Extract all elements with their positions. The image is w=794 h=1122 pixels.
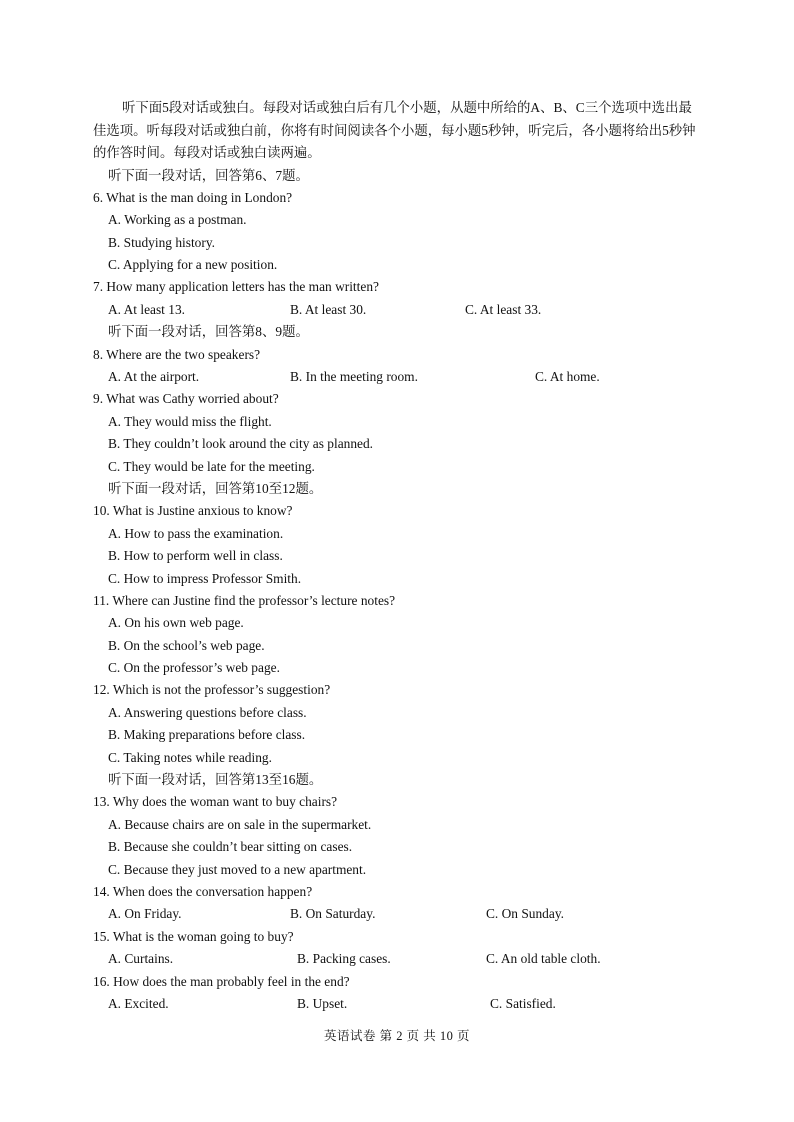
option-13a: A. Because chairs are on sale in the supermarket. [108, 816, 372, 832]
options-row-16 [93, 993, 705, 1015]
option-12a: A. Answering questions before class. [108, 704, 307, 720]
question-7: 7. How many application letters has the man written? [93, 279, 379, 295]
option-6b: B. Studying history. [108, 234, 216, 250]
question-9: 9. What was Cathy worried about? [93, 391, 279, 407]
option-13c: C. Because they just moved to a new apartment. [108, 861, 367, 877]
option-15c: C. An old table cloth. [486, 951, 601, 967]
option-8a: A. At the airport. [108, 369, 200, 385]
dialogue-instruction: 听下面一段对话，回答第10至12题。 [108, 480, 323, 496]
question-13: 13. Why does the woman want to buy chairs? [93, 794, 338, 810]
option-15a: A. Curtains. [108, 951, 174, 967]
options-row-15 [93, 948, 705, 970]
option-16a: A. Excited. [108, 995, 169, 1011]
options-row-8 [93, 366, 705, 388]
option-13b: B. Because she couldn’t bear sitting on cases. [108, 839, 353, 855]
question-6: 6. What is the man doing in London? [93, 189, 293, 205]
option-12c: C. Taking notes while reading. [108, 749, 272, 765]
dialogue-instruction: 听下面一段对话，回答第8、9题。 [108, 324, 309, 340]
option-9a: A. They would miss the flight. [108, 413, 272, 429]
option-8b: B. In the meeting room. [290, 369, 418, 385]
option-14b: B. On Saturday. [290, 906, 376, 922]
listening-section [93, 97, 705, 1015]
option-15b: B. Packing cases. [297, 951, 391, 967]
option-7b: B. At least 30. [290, 301, 367, 317]
question-15: 15. What is the woman going to buy? [93, 928, 294, 944]
question-14: 14. When does the conversation happen? [93, 884, 313, 899]
option-10b: B. How to perform well in class. [108, 548, 283, 564]
page-footer: 英语试卷 第 2 页 共 10 页 [323, 1029, 470, 1043]
question-8: 8. Where are the two speakers? [93, 346, 261, 362]
options-row-7 [93, 299, 705, 321]
dialogue-instruction: 听下面一段对话，回答第13至16题。 [108, 772, 323, 788]
question-11: 11. Where can Justine find the professor’s lecture notes? [93, 592, 396, 608]
option-14a: A. On Friday. [108, 906, 182, 922]
option-6c: C. Applying for a new position. [108, 257, 278, 273]
question-16: 16. How does the man probably feel in the end? [93, 973, 350, 989]
options-row-14 [93, 903, 705, 925]
option-7a: A. At least 13. [108, 301, 185, 317]
dialogue-instruction: 听下面一段对话，回答第6、7题。 [108, 167, 309, 183]
option-8c: C. At home. [535, 369, 600, 385]
option-11c: C. On the professor’s web page. [108, 660, 280, 676]
option-14c: C. On Sunday. [486, 906, 564, 922]
option-16b: B. Upset. [297, 995, 348, 1011]
option-16c: C. Satisfied. [490, 995, 556, 1011]
option-6a: A. Working as a postman. [108, 212, 247, 228]
option-12b: B. Making preparations before class. [108, 727, 306, 743]
option-9b: B. They couldn’t look around the city as planned. [108, 436, 374, 452]
option-7c: C. At least 33. [465, 301, 542, 317]
question-12: 12. Which is not the professor’s suggestion? [93, 682, 331, 698]
option-10c: C. How to impress Professor Smith. [108, 570, 302, 586]
option-10a: A. How to pass the examination. [108, 525, 284, 541]
section-directions: 听下面5段对话或独白。每段对话或独白后有几个小题，从题中所给的A、B、C三个选项中选出最佳选项。听每段对话或独白前，你将有时间阅读各个小题，每小题5秒钟，听完后，各小题将给出5秒钟的作答时间。每段对话或独白读两遍。 [93, 100, 696, 160]
option-11b: B. On the school’s web page. [108, 637, 265, 653]
question-10: 10. What is Justine anxious to know? [93, 503, 293, 519]
option-9c: C. They would be late for the meeting. [108, 458, 315, 474]
option-11a: A. On his own web page. [108, 615, 244, 631]
